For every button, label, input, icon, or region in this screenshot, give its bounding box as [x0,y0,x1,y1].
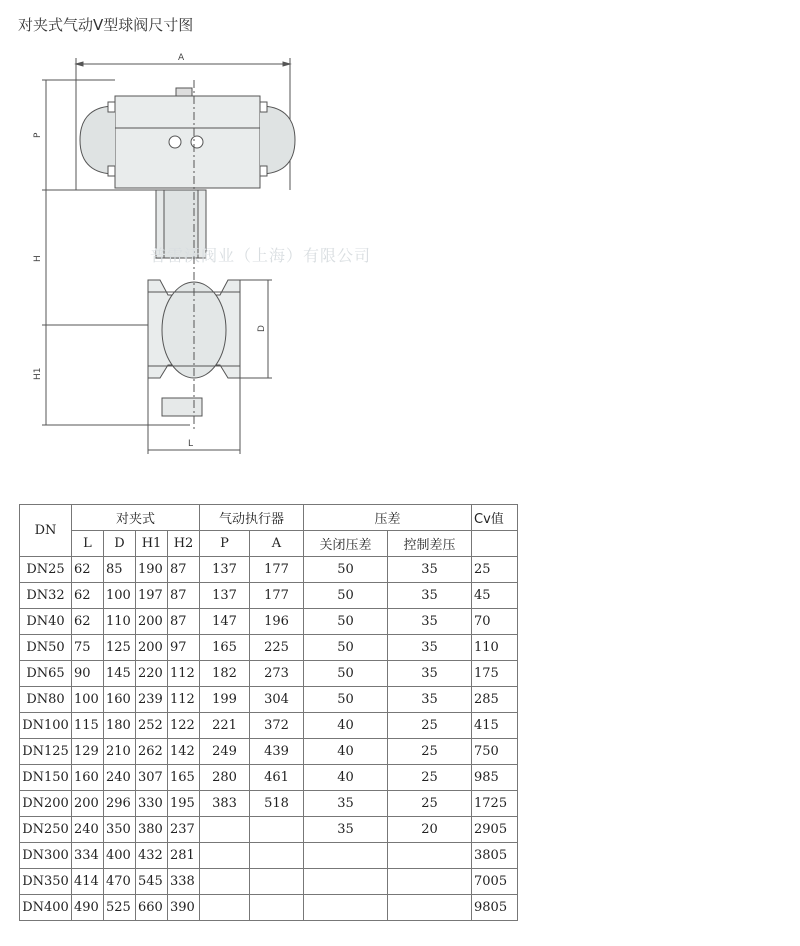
table-cell: 380 [136,817,168,843]
table-cell: 177 [250,583,304,609]
table-cell: 125 [104,635,136,661]
dim-label-l: L [188,439,194,449]
table-row [20,739,518,765]
table-cell: 165 [200,635,250,661]
table-cell: 62 [72,609,104,635]
table-cell: 35 [388,583,472,609]
table-cell [200,817,250,843]
table-cell: DN125 [20,739,72,765]
table-row [20,557,518,583]
table-cell: 3805 [472,843,518,869]
table-cell: 2905 [472,817,518,843]
dim-label-p: P [33,132,43,138]
table-cell: 338 [168,869,200,895]
table-cell: 50 [304,661,388,687]
table-cell: 199 [200,687,250,713]
table-cell: 142 [168,739,200,765]
col-control-pressure: 控制差压 [388,531,472,557]
table-cell: 62 [72,583,104,609]
table-cell: 87 [168,583,200,609]
dimension-table [19,504,518,921]
table-cell: 110 [104,609,136,635]
table-cell: 196 [250,609,304,635]
table-cell: 221 [200,713,250,739]
col-h2: H2 [168,531,200,557]
table-cell: 750 [472,739,518,765]
table-cell: 296 [104,791,136,817]
table-cell: 490 [72,895,104,921]
table-cell: 239 [136,687,168,713]
table-row [20,895,518,921]
table-cell: 439 [250,739,304,765]
table-cell: DN400 [20,895,72,921]
dim-label-d: D [257,325,267,332]
dim-label-h1: H1 [33,367,43,380]
table-cell [304,895,388,921]
table-cell [388,869,472,895]
table-cell: DN65 [20,661,72,687]
table-row [20,609,518,635]
table-cell: 35 [388,687,472,713]
table-cell: 262 [136,739,168,765]
table-cell: 45 [472,583,518,609]
table-cell: DN32 [20,583,72,609]
table-row [20,583,518,609]
table-cell: 129 [72,739,104,765]
table-cell: 70 [472,609,518,635]
col-cv-blank [472,531,518,557]
table-cell [250,843,304,869]
table-row [20,869,518,895]
table-cell: 145 [104,661,136,687]
col-dn: DN [20,505,72,557]
table-cell: 249 [200,739,250,765]
table-cell: 237 [168,817,200,843]
table-cell: 50 [304,557,388,583]
table-cell: 985 [472,765,518,791]
table-cell: 40 [304,765,388,791]
table-cell: 273 [250,661,304,687]
col-d: D [104,531,136,557]
col-cv: Cv值 [472,505,518,531]
table-cell: 7005 [472,869,518,895]
table-cell: DN50 [20,635,72,661]
table-cell: 220 [136,661,168,687]
table-cell: 9805 [472,895,518,921]
table-cell: 110 [472,635,518,661]
table-row [20,843,518,869]
table-cell: DN25 [20,557,72,583]
table-cell [304,869,388,895]
table-cell [250,817,304,843]
table-cell: 414 [72,869,104,895]
table-body [20,557,518,921]
table-cell: 240 [104,765,136,791]
table-cell: 285 [472,687,518,713]
col-group-pressure: 压差 [304,505,472,531]
table-row [20,661,518,687]
table-cell: DN80 [20,687,72,713]
table-cell: 40 [304,713,388,739]
table-cell: 35 [388,609,472,635]
table-cell: 415 [472,713,518,739]
table-cell: 197 [136,583,168,609]
table-cell: 160 [104,687,136,713]
table-cell [200,895,250,921]
table-cell: 25 [388,713,472,739]
table-cell: 97 [168,635,200,661]
table-cell: 50 [304,609,388,635]
table-cell: 461 [250,765,304,791]
table-cell: 200 [136,609,168,635]
table-cell: 281 [168,843,200,869]
table-cell: 112 [168,661,200,687]
table-cell: 35 [304,817,388,843]
table-cell: 165 [168,765,200,791]
table-row [20,817,518,843]
table-cell: 200 [72,791,104,817]
table-cell: DN150 [20,765,72,791]
table-cell: 35 [388,635,472,661]
table-cell: 1725 [472,791,518,817]
table-cell [250,895,304,921]
table-cell: 35 [388,661,472,687]
table-cell: 137 [200,583,250,609]
table-cell: 35 [304,791,388,817]
table-cell: DN350 [20,869,72,895]
col-a: A [250,531,304,557]
table-cell [200,869,250,895]
page-title: 对夹式气动V型球阀尺寸图 [18,16,194,34]
table-cell: 40 [304,739,388,765]
table-cell: 252 [136,713,168,739]
table-cell [250,869,304,895]
table-cell [388,843,472,869]
table-cell: 545 [136,869,168,895]
table-cell: 177 [250,557,304,583]
col-l: L [72,531,104,557]
col-close-pressure: 关闭压差 [304,531,388,557]
table-cell: 25 [388,791,472,817]
table-row [20,713,518,739]
table-row [20,791,518,817]
table-cell: 35 [388,557,472,583]
table-cell: 87 [168,609,200,635]
table-row [20,687,518,713]
table-cell: 122 [168,713,200,739]
table-cell: 20 [388,817,472,843]
table-cell [200,843,250,869]
table-cell: 25 [388,739,472,765]
table-cell: DN300 [20,843,72,869]
table-cell [388,895,472,921]
table-cell: 200 [136,635,168,661]
table-cell: 432 [136,843,168,869]
table-cell: 182 [200,661,250,687]
col-p: P [200,531,250,557]
col-group-wafer: 对夹式 [72,505,200,531]
table-cell: 175 [472,661,518,687]
table-cell: DN200 [20,791,72,817]
table-cell: 50 [304,635,388,661]
table-cell: 660 [136,895,168,921]
table-row [20,765,518,791]
table-cell: 307 [136,765,168,791]
table-cell: 400 [104,843,136,869]
watermark: 普雷沃阀业（上海）有限公司 [150,246,372,265]
table-cell: 372 [250,713,304,739]
dim-label-h: H [33,255,43,262]
table-cell: 525 [104,895,136,921]
table-cell: DN100 [20,713,72,739]
table-cell: DN40 [20,609,72,635]
table-cell: 100 [72,687,104,713]
table-cell: DN250 [20,817,72,843]
table-cell: 180 [104,713,136,739]
table-cell: 112 [168,687,200,713]
table-cell: 330 [136,791,168,817]
col-group-actuator: 气动执行器 [200,505,304,531]
table-cell: 50 [304,583,388,609]
table-cell: 280 [200,765,250,791]
table-cell [304,843,388,869]
table-cell: 304 [250,687,304,713]
table-cell: 85 [104,557,136,583]
table-cell: 62 [72,557,104,583]
table-cell: 383 [200,791,250,817]
table-cell: 25 [472,557,518,583]
table-cell: 225 [250,635,304,661]
table-cell: 25 [388,765,472,791]
table-row [20,635,518,661]
table-cell: 334 [72,843,104,869]
table-cell: 50 [304,687,388,713]
table-cell: 100 [104,583,136,609]
table-cell: 160 [72,765,104,791]
table-cell: 518 [250,791,304,817]
table-cell: 210 [104,739,136,765]
table-cell: 350 [104,817,136,843]
table-cell: 470 [104,869,136,895]
col-h1: H1 [136,531,168,557]
table-cell: 195 [168,791,200,817]
table-cell: 75 [72,635,104,661]
table-cell: 390 [168,895,200,921]
table-cell: 147 [200,609,250,635]
table-cell: 137 [200,557,250,583]
table-cell: 190 [136,557,168,583]
table-cell: 90 [72,661,104,687]
table-cell: 240 [72,817,104,843]
dim-label-a: A [178,53,185,63]
table-cell: 115 [72,713,104,739]
table-cell: 87 [168,557,200,583]
